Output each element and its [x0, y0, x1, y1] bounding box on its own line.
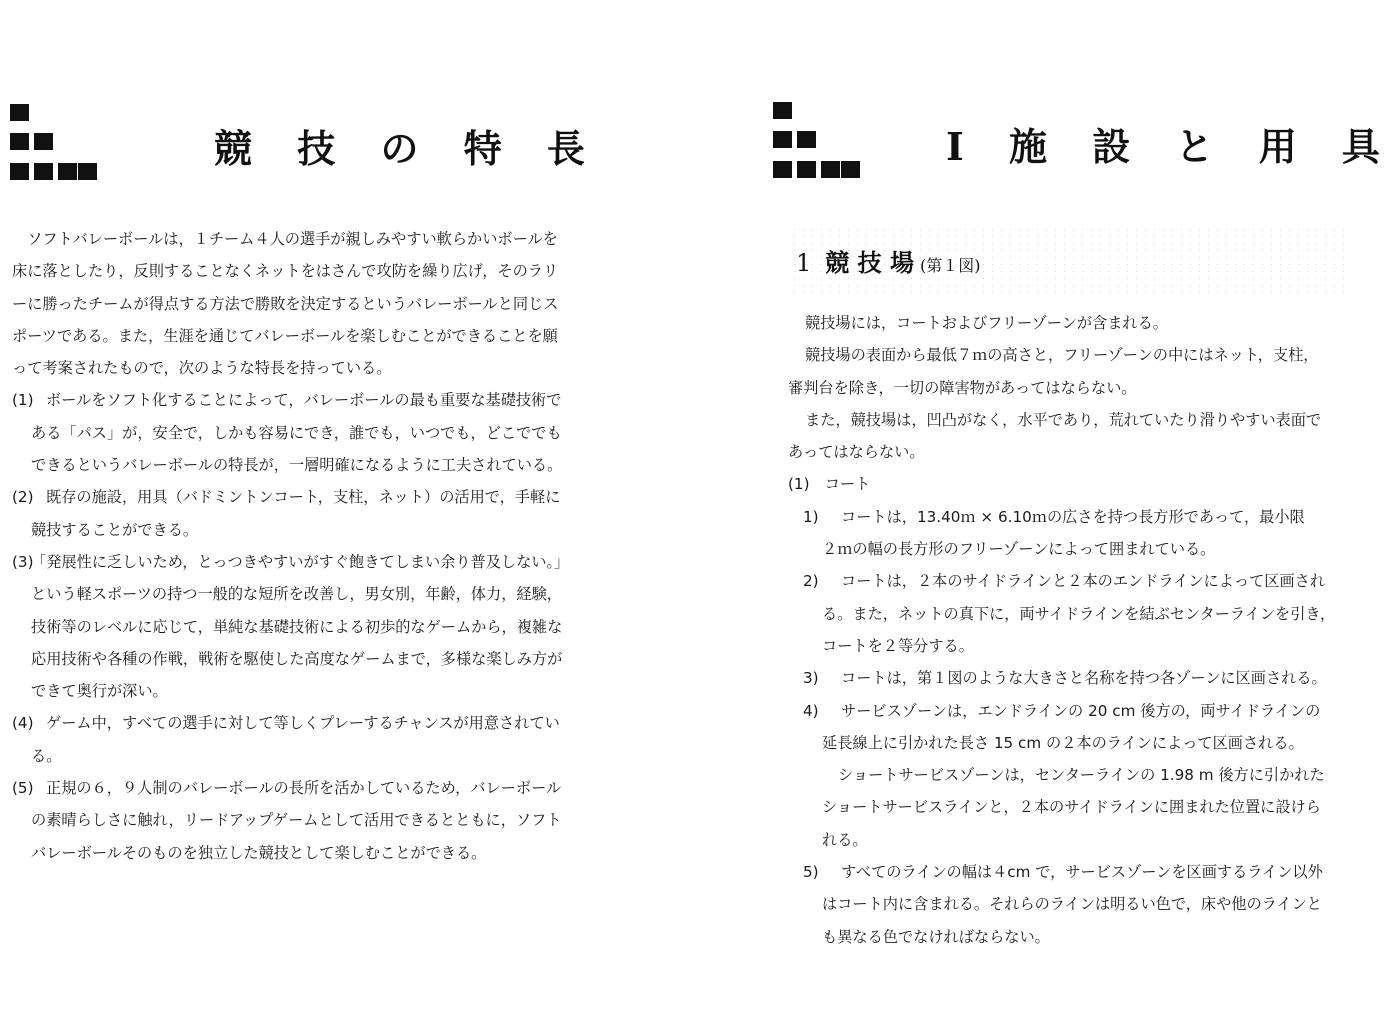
paragraph-line: 競技場の表面から最低７ｍの高さと，フリーゾーンの中にはネット，支柱，	[805, 346, 1319, 365]
body-text	[12, 223, 569, 869]
list-item: 1) コートは，13.40ｍ × 6.10ｍの広さを持つ長方形であって，最小限	[803, 507, 1305, 526]
list-item-line: という軽スポーツの持つ一般的な短所を改善し，男女別，年齢，体力，経験，	[31, 585, 562, 604]
paragraph-line: あってはならない。	[788, 443, 925, 462]
list-item-line: 競技することができる。	[31, 520, 199, 539]
list-item: 4) サービスゾーンは，エンドラインの 20 cm 後方の，両サイドラインの	[803, 701, 1321, 720]
list-item-line: できて奥行が深い。	[31, 682, 168, 701]
paragraph-line: ポーツである。また，生涯を通じてバレーボールを楽しむことができることを願	[12, 326, 558, 345]
list-item: 5) すべてのラインの幅は４cm で，サービスゾーンを区画するライン以外	[803, 863, 1323, 882]
list-item: 3) コートは，第１図のような大きさと名称を持つ各ゾーンに区画される。	[803, 669, 1327, 688]
list-item-line: できるというバレーボールの特長が，一層明確になるように工夫されている。	[31, 456, 563, 475]
paragraph-line: ーに勝ったチームが得点する方法で勝敗を決定するというバレーボールと同じス	[12, 294, 559, 313]
list-item-line: ショートサービスゾーンは，センターラインの 1.98 m 後方に引かれた	[838, 766, 1325, 785]
list-item: (1) ボールをソフト化することによって，バレーボールの最も重要な基礎技術で	[12, 391, 562, 410]
paragraph-line: また，競技場は，凹凸がなく，水平であり，荒れていたり滑りやすい表面で	[805, 410, 1322, 429]
right-page	[690, 0, 1397, 1036]
list-item-line: 延長線上に引かれた長さ 15 cm の２本のラインによって区画される。	[822, 733, 1304, 752]
list-item-line: 技術等のレベルに応じて，単純な基礎技術による初歩的なゲームから，複雑な	[31, 617, 563, 636]
sub-heading: (1) コート	[788, 475, 871, 494]
list-item-line: コートを２等分する。	[822, 636, 974, 655]
list-item-line: はコート内に含まれる。それらのラインは明るい色で，床や他のラインと	[822, 895, 1322, 914]
list-item: (2) 既存の施設，用具（バドミントンコート，支柱，ネット）の活用で，手軽に	[12, 488, 561, 507]
paragraph-line: ソフトバレーボールは，１チーム４人の選手が親しみやすい軟らかいボールを	[27, 230, 558, 248]
list-item: (3)「発展性に乏しいため，とっつきやすいがすぐ飽きてしまい余り普及しない。」	[12, 552, 570, 571]
page-title: 競 技 の 特 長	[214, 126, 601, 171]
list-item-line: る。また，ネットの真下に，両サイドラインを結ぶセンターラインを引き，	[822, 604, 1336, 623]
list-item-line: ２ｍの幅の長方形のフリーゾーンによって囲まれている。	[822, 540, 1216, 559]
list-item-line: れる。	[822, 830, 868, 849]
paragraph-line: って考案されたもので，次のような特長を持っている。	[12, 359, 392, 378]
list-item-line: ある「パス」が，安全で，しかも容易にでき，誰でも，いつでも，どこででも	[31, 423, 562, 442]
section-heading: 1 競 技 場 (第１図)	[796, 248, 981, 277]
list-item-line: も異なる色でなければならない。	[822, 927, 1050, 946]
block-logo-icon	[773, 102, 853, 182]
list-item: (5) 正規の６，９人制のバレーボールの長所を活かしているため，バレーボール	[12, 779, 562, 798]
list-item: 2) コートは，２本のサイドラインと２本のエンドラインによって区画され	[803, 572, 1326, 591]
list-item-line: の素晴らしさに触れ，リードアップゲームとして活用できるとともに，ソフト	[31, 811, 562, 830]
list-item: (4) ゲーム中，すべての選手に対して等しくプレーするチャンスが用意されてい	[12, 714, 560, 733]
list-item-line: ショートサービスラインと，２本のサイドラインに囲まれた位置に設けら	[822, 798, 1321, 817]
left-page	[0, 0, 680, 1036]
paragraph-line: 床に落としたり，反則することなくネットをはさんで攻防を繰り広げ，そのラリ	[12, 262, 559, 281]
list-item-line: る。	[31, 746, 62, 765]
paragraph-line: 競技場には，コートおよびフリーゾーンが含まれる。	[805, 314, 1168, 332]
page-title: Ⅰ 施 設 と 用 具	[946, 124, 1396, 169]
list-item-line: 応用技術や各種の作戦，戦術を駆使した高度なゲームまで，多様な楽しみ方が	[31, 649, 563, 668]
block-logo-icon	[10, 104, 90, 184]
body-text	[788, 307, 1335, 953]
paragraph-line: 審判台を除き，一切の障害物があってはならない。	[788, 378, 1137, 397]
list-item-line: バレーボールそのものを独立した競技として楽しむことができる。	[31, 843, 487, 862]
